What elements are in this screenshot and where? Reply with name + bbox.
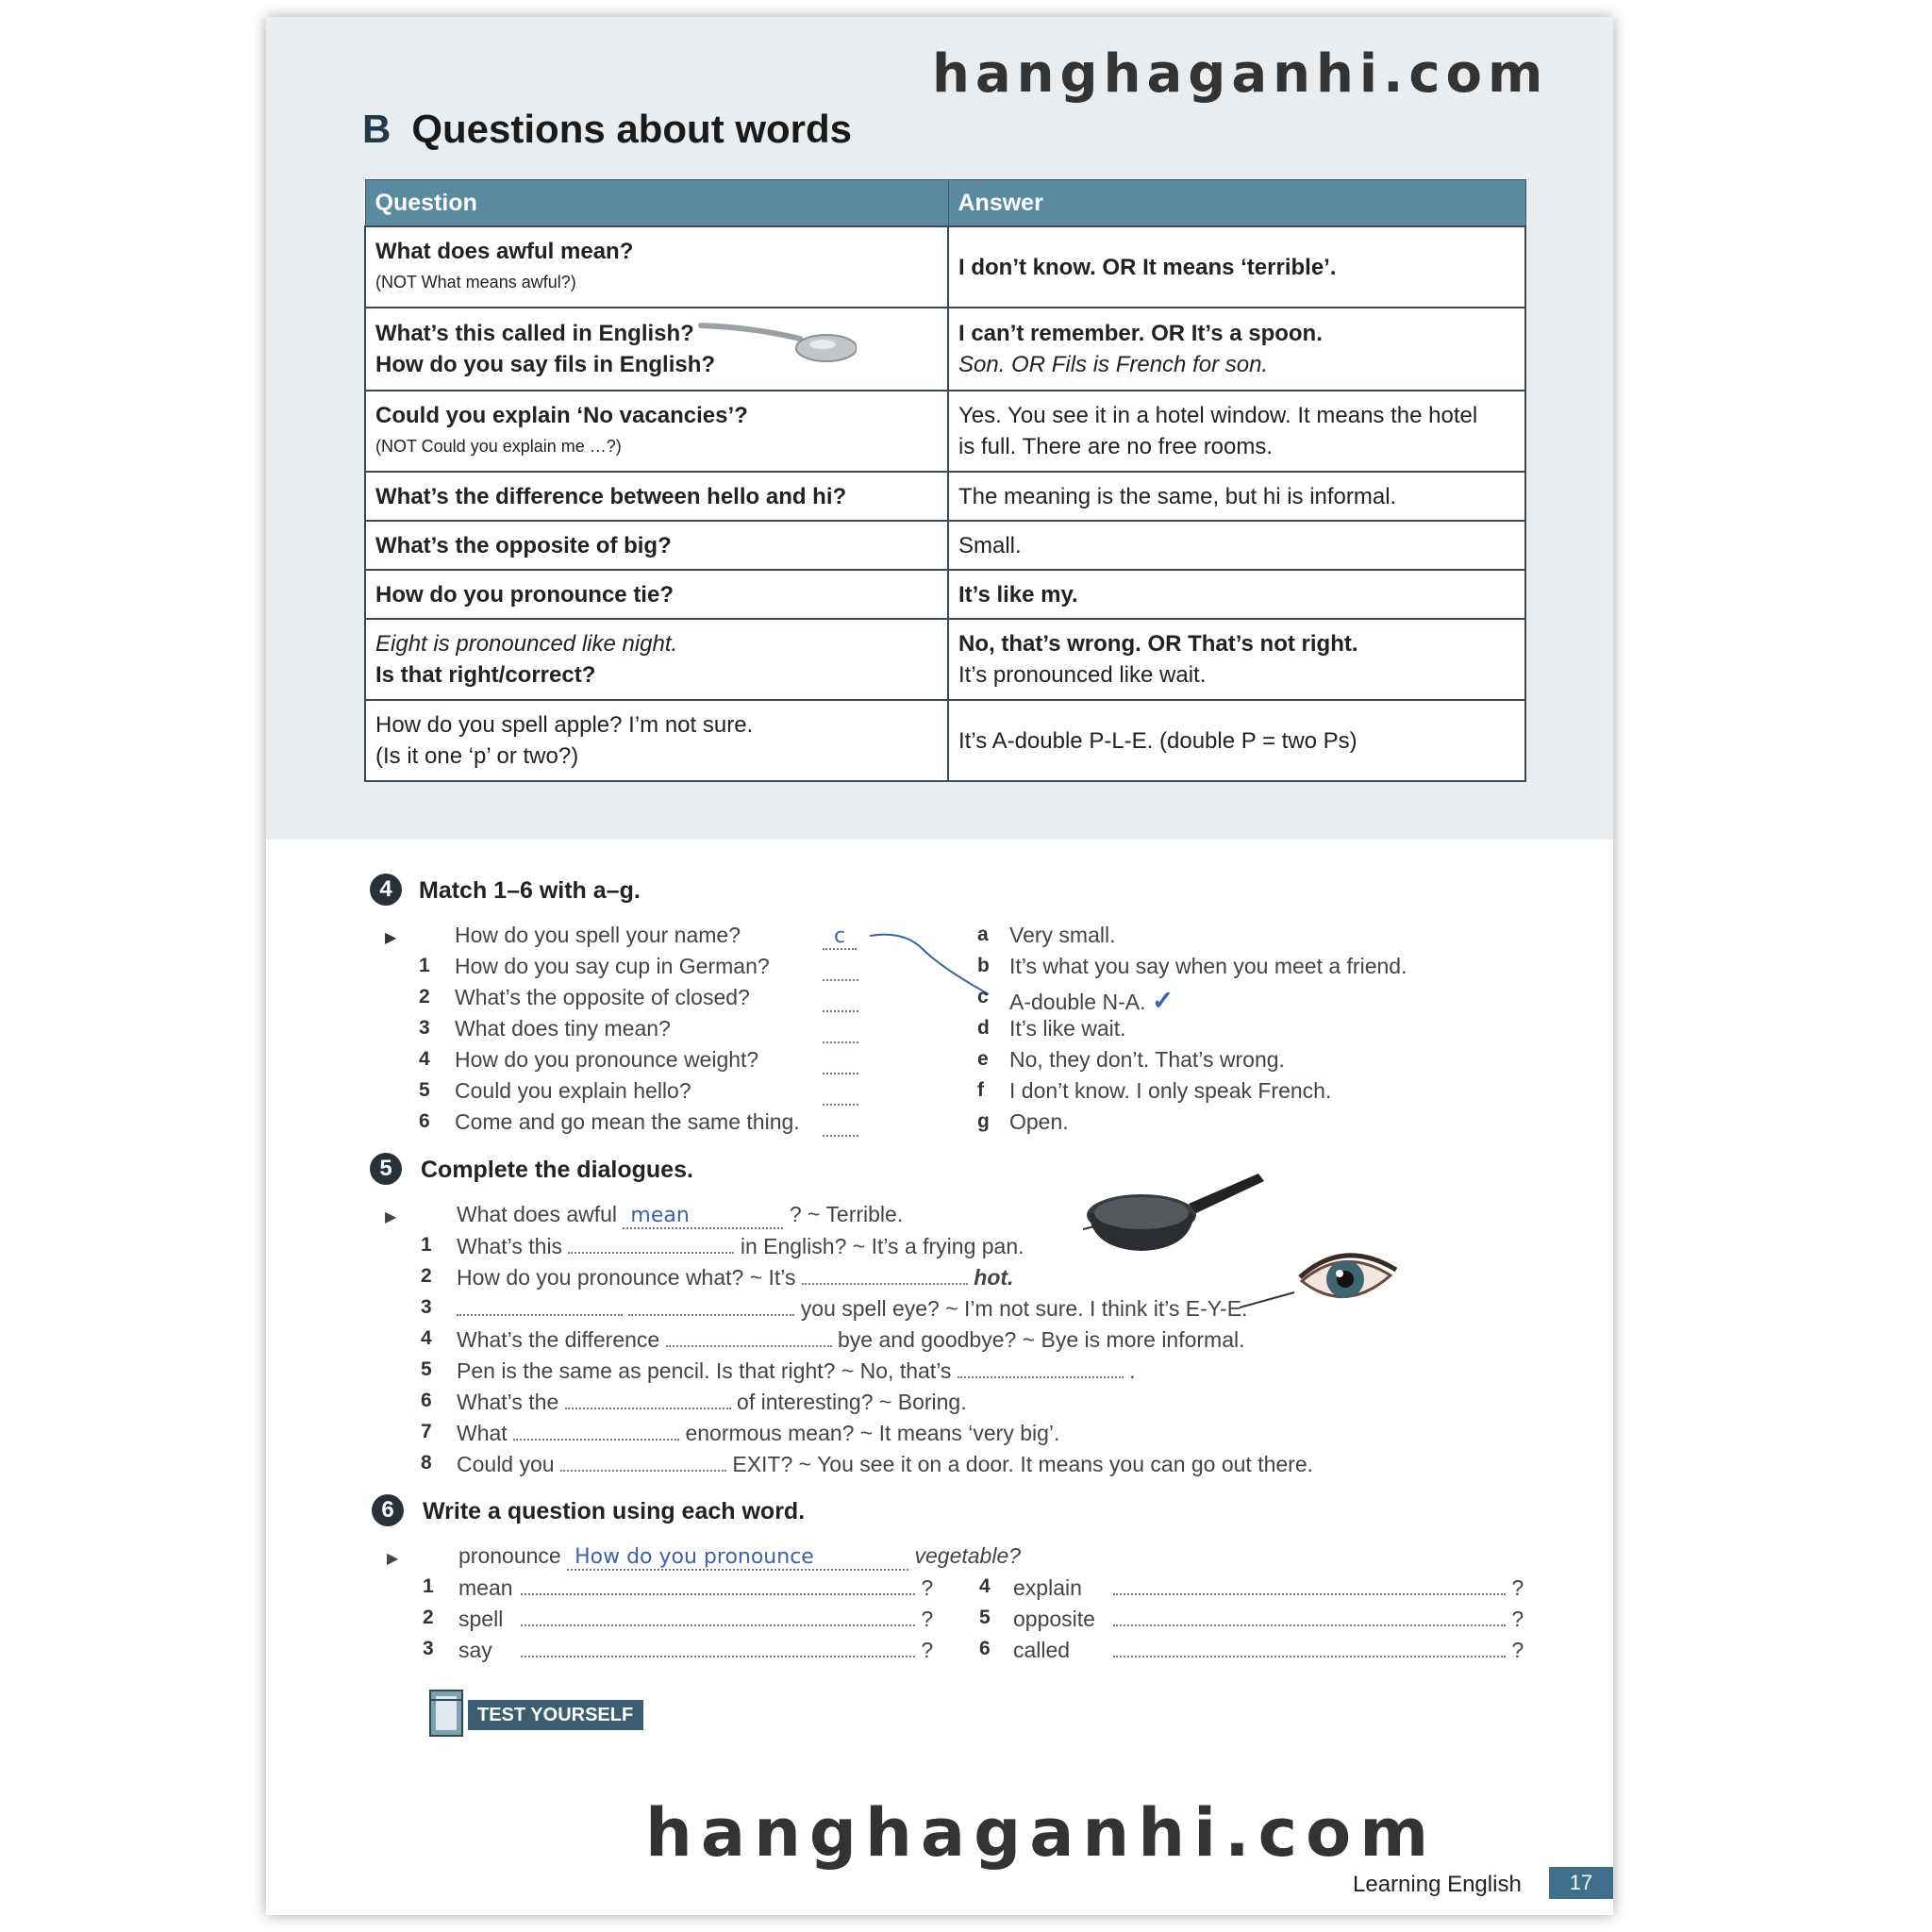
list-item: I don’t know. I only speak French.: [1009, 1078, 1332, 1103]
table-row: [365, 521, 1525, 570]
answer-blank[interactable]: [521, 1574, 915, 1595]
answer-blank[interactable]: How do you pronounce: [567, 1545, 908, 1571]
answer-cell: Yes. You see it in a hotel window. It means the hotel is full. There are no free rooms.: [948, 391, 1525, 472]
dialogue-line: What does awful mean ? ~ Terrible.: [457, 1202, 904, 1227]
question-line: spell ?: [458, 1607, 934, 1631]
dialogue-line: Could you EXIT? ~ You see it on a door. It means you can go out there.: [457, 1452, 1314, 1476]
item-number: 3: [419, 1017, 430, 1039]
option-letter: c: [977, 986, 989, 1008]
item-number: 4: [421, 1327, 432, 1349]
list-item: How do you spell your name?: [455, 923, 741, 947]
question-line: pronounce How do you pronounce vegetable?: [458, 1543, 1022, 1569]
list-item: How do you say cup in German?: [455, 954, 770, 978]
answer-blank[interactable]: [823, 991, 858, 1018]
exercise-5-number: 5: [370, 1153, 402, 1185]
exercise-4-title: Match 1–6 with a–g.: [419, 877, 641, 904]
option-letter: e: [977, 1048, 989, 1070]
answer-blank[interactable]: [513, 1420, 679, 1441]
item-number: 2: [421, 1265, 432, 1287]
question-line: opposite ?: [1013, 1607, 1524, 1631]
exercise-6-title: Write a question using each word.: [423, 1498, 806, 1524]
answer-cell: No, that’s wrong. OR That’s not right. It’s pronounced like wait.: [948, 619, 1525, 700]
dialogue-line: How do you pronounce what? ~ It’s hot.: [457, 1265, 1014, 1290]
question-line: ▶: [387, 1551, 399, 1567]
section-title: [362, 107, 852, 152]
answer-blank[interactable]: [457, 1295, 623, 1316]
item-number: 5: [419, 1079, 430, 1101]
question-cell: How do you pronounce tie?: [365, 570, 948, 619]
list-item: What’s the opposite of closed?: [455, 985, 750, 1009]
list-item: Come and go mean the same thing.: [455, 1109, 800, 1134]
test-yourself-label: TEST YOURSELF: [468, 1700, 643, 1730]
answer-blank[interactable]: [666, 1326, 832, 1347]
dialogue-line: What’s the of interesting? ~ Boring.: [457, 1390, 967, 1414]
answer-blank[interactable]: [802, 1264, 968, 1285]
item-number: 7: [421, 1421, 432, 1442]
table-row: [365, 226, 1525, 308]
question-cell: Eight is pronounced like night. Is that right/correct?: [365, 619, 948, 700]
question-cell: What’s the difference between hello and hi?: [365, 472, 948, 521]
section-letter: B: [362, 107, 391, 151]
answer-blank[interactable]: [560, 1451, 726, 1472]
item-number: 6: [979, 1638, 991, 1659]
list-item: It’s what you say when you meet a friend.: [1009, 954, 1407, 978]
question-line: say ?: [458, 1638, 934, 1662]
table-row: [365, 472, 1525, 521]
section-title-text: Questions about words: [411, 107, 853, 151]
answer-blank[interactable]: [823, 960, 858, 987]
answer-blank[interactable]: [823, 1054, 858, 1080]
list-item: What does tiny mean?: [455, 1016, 671, 1041]
question-cell: How do you spell apple? I’m not sure. (Is it one ‘p’ or two?): [365, 700, 948, 781]
question-line: called ?: [1013, 1638, 1524, 1662]
answer-cell: I can’t remember. OR It’s a spoon. Son. OR Fils is French for son.: [948, 308, 1525, 391]
item-number: 6: [421, 1390, 432, 1411]
question-line: explain ?: [1013, 1575, 1524, 1600]
answer-blank[interactable]: [1113, 1606, 1506, 1626]
answer-cell: It’s like my.: [948, 570, 1525, 619]
option-letter: a: [977, 924, 989, 945]
page-number: 17: [1549, 1867, 1613, 1899]
eye-image: [1240, 1243, 1457, 1319]
answer-blank[interactable]: [958, 1357, 1124, 1378]
answer-blank[interactable]: [823, 1085, 858, 1111]
header-answer: Answer: [948, 180, 1525, 227]
item-number: 1: [421, 1234, 432, 1256]
answer-blank[interactable]: mean: [623, 1204, 783, 1229]
answer-blank[interactable]: [823, 1023, 858, 1049]
answer-cell: I don’t know. OR It means ‘terrible’.: [948, 226, 1525, 308]
question-cell: Could you explain ‘No vacancies’? (NOT Could you explain me …?): [365, 391, 948, 472]
header-question: Question: [365, 180, 948, 227]
questions-table: [364, 179, 1526, 782]
watermark-bottom: hanghaganhi.com: [645, 1794, 1438, 1872]
answer-cell: The meaning is the same, but hi is informal.: [948, 472, 1525, 521]
dialogue-line: Pen is the same as pencil. Is that right? ~ No, that’s .: [457, 1358, 1136, 1383]
question-line: mean ?: [458, 1575, 934, 1600]
answer-blank[interactable]: [823, 1116, 858, 1142]
answer-blank[interactable]: [1113, 1574, 1506, 1595]
item-number: 1: [423, 1575, 434, 1597]
exercise-6-number: 6: [372, 1494, 404, 1526]
list-item: How do you pronounce weight?: [455, 1047, 759, 1072]
item-number: 1: [419, 955, 430, 976]
item-number: 4: [979, 1575, 991, 1597]
table-row: [365, 570, 1525, 619]
question-cell: What’s the opposite of big?: [365, 521, 948, 570]
answer-cell: It’s A-double P-L-E. (double P = two Ps): [948, 700, 1525, 781]
list-item: Could you explain hello?: [455, 1078, 691, 1103]
spoon-image: [696, 314, 857, 371]
item-number: 4: [419, 1048, 430, 1070]
option-letter: g: [977, 1110, 990, 1132]
answer-blank[interactable]: c: [823, 923, 857, 950]
table-row: [365, 391, 1525, 472]
table-row: [365, 700, 1525, 781]
list-item: Open.: [1009, 1109, 1069, 1134]
dialogue-line: What’s the difference bye and goodbye? ~ Bye is more informal.: [457, 1327, 1245, 1352]
item-number: 3: [423, 1638, 434, 1659]
dialogue-line: ▶: [385, 1209, 397, 1225]
answer-blank[interactable]: [521, 1637, 915, 1657]
item-number: 2: [423, 1607, 434, 1628]
answer-cell: Small.: [948, 521, 1525, 570]
table-row: [365, 619, 1525, 700]
check-mark-icon: ✓: [1151, 986, 1174, 1015]
answer-blank[interactable]: [628, 1295, 794, 1316]
item-number: 2: [419, 986, 430, 1008]
answer-blank[interactable]: [565, 1389, 731, 1409]
watermark-top: hanghaganhi.com: [932, 43, 1549, 105]
notebook-icon: [426, 1687, 472, 1740]
footer-unit-title: Learning English: [1353, 1872, 1522, 1897]
item-number: 3: [421, 1296, 432, 1318]
question-cell: What’s this called in English? How do you say fils in English?: [365, 308, 948, 391]
table-row: [365, 308, 1525, 391]
item-number: 5: [979, 1607, 991, 1628]
option-letter: b: [977, 955, 990, 976]
question-cell: What does awful mean? (NOT What means awful?): [365, 226, 948, 308]
exercise-4-number: 4: [370, 874, 402, 906]
item-number: 5: [421, 1358, 432, 1380]
item-number: 6: [419, 1110, 430, 1132]
answer-blank[interactable]: [1113, 1637, 1506, 1657]
list-item: A-double N-A. ✓: [1009, 986, 1174, 1015]
list-item: No, they don’t. That’s wrong.: [1009, 1047, 1285, 1072]
dialogue-line: What enormous mean? ~ It means ‘very big’.: [457, 1421, 1060, 1445]
dialogue-line: What’s this in English? ~ It’s a frying pan.: [457, 1234, 1024, 1258]
option-letter: f: [977, 1079, 984, 1101]
list-item: It’s like wait.: [1009, 1016, 1126, 1041]
answer-blank[interactable]: [521, 1606, 915, 1626]
workbook-page: [266, 17, 1613, 1915]
option-letter: d: [977, 1017, 990, 1039]
list-item: Very small.: [1009, 923, 1116, 947]
dialogue-line: you spell eye? ~ I’m not sure. I think it’s E-Y-E.: [457, 1295, 1247, 1322]
exercise-5-title: Complete the dialogues.: [421, 1157, 693, 1183]
list-item: ▶: [385, 930, 397, 946]
answer-blank[interactable]: [568, 1233, 734, 1254]
item-number: 8: [421, 1452, 432, 1474]
